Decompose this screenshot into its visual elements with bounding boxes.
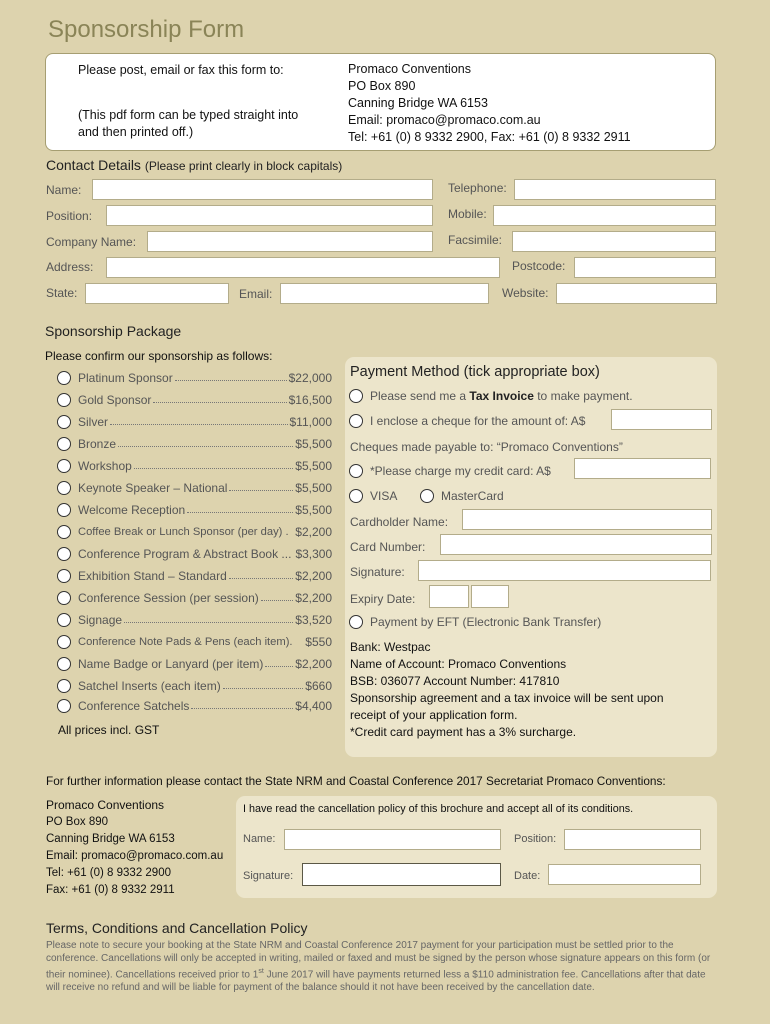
package-price: $2,200 <box>295 525 332 539</box>
facsimile-label: Facsimile: <box>448 233 503 247</box>
bank-details <box>350 639 664 741</box>
visa-label: VISA <box>370 489 398 503</box>
contact-details-title: Contact Details <box>46 157 141 173</box>
mastercard-label: MasterCard <box>441 489 504 503</box>
post-instructions-box <box>45 53 716 151</box>
cheque-label: I enclose a cheque for the amount of: A$ <box>370 414 586 428</box>
package-name: Workshop <box>78 459 132 473</box>
cancellation-ack-text: I have read the cancellation policy of this brochure and accept all of its conditions. <box>243 803 634 815</box>
package-option[interactable] <box>57 675 332 697</box>
radio-button[interactable] <box>57 459 71 473</box>
radio-button[interactable] <box>349 414 363 428</box>
radio-button[interactable] <box>57 635 71 649</box>
bank-line: *Credit card payment has a 3% surcharge. <box>350 725 577 739</box>
bank-line: Bank: Westpac <box>350 640 431 654</box>
post-instruction: Please post, email or fax this form to: <box>78 63 284 77</box>
dot-leader <box>187 504 293 513</box>
pdf-note-line-2: and then printed off.) <box>78 125 194 139</box>
expiry-year-field[interactable] <box>471 585 509 608</box>
facsimile-field[interactable] <box>512 231 716 252</box>
package-price: $550 <box>305 635 332 649</box>
expiry-month-field[interactable] <box>429 585 469 608</box>
terms-body <box>46 939 714 994</box>
mastercard-option[interactable] <box>420 489 504 503</box>
address-line: Canning Bridge WA 6153 <box>348 96 488 110</box>
email-field[interactable] <box>280 283 489 304</box>
package-name: Gold Sponsor <box>78 393 152 407</box>
ack-signature-label: Signature: <box>243 870 294 882</box>
state-field[interactable] <box>85 283 229 304</box>
name-field[interactable] <box>92 179 433 200</box>
dot-leader <box>223 680 304 689</box>
tax-invoice-bold: Tax Invoice <box>469 389 534 403</box>
page-title: Sponsorship Form <box>48 16 245 43</box>
ack-position-field[interactable] <box>564 829 701 850</box>
package-name: Satchel Inserts (each item) <box>78 679 221 693</box>
dot-leader <box>291 526 294 535</box>
postcode-label: Postcode: <box>512 259 566 273</box>
radio-button[interactable] <box>349 389 363 403</box>
radio-button[interactable] <box>57 393 71 407</box>
package-option[interactable] <box>57 367 332 389</box>
mobile-field[interactable] <box>493 205 716 226</box>
mobile-label: Mobile: <box>448 207 487 221</box>
address-line: Promaco Conventions <box>348 62 471 76</box>
package-name: Conference Program & Abstract Book ... <box>78 547 292 561</box>
signature-label: Signature: <box>350 565 405 579</box>
position-label: Position: <box>46 209 93 223</box>
terms-body-part-1: Please note to secure your booking at the State NRM and Coastal Conference 2017 payment for your participation must be settled prior to the conference. Cancellations will only be accepted in writing, mailed or faxed and must be signed by the person whose signature appears on this form (or their nominee). Cancellations received prior to 1 <box>46 940 711 981</box>
package-option[interactable] <box>57 477 332 499</box>
package-confirm-text: Please confirm our sponsorship as follows: <box>45 349 273 363</box>
radio-button[interactable] <box>57 591 71 605</box>
gst-note: All prices incl. GST <box>58 723 160 737</box>
further-info-text: For further information please contact the State NRM and Coastal Conference 2017 Secretariat Promaco Conventions: <box>46 774 666 788</box>
package-option[interactable] <box>57 565 332 587</box>
radio-button[interactable] <box>57 525 71 539</box>
package-price: $2,200 <box>295 569 332 583</box>
package-price: $5,500 <box>295 503 332 517</box>
visa-option[interactable] <box>349 489 397 503</box>
package-option[interactable] <box>57 609 332 631</box>
name-label: Name: <box>46 183 82 197</box>
tax-invoice-pre: Please send me a <box>370 389 470 403</box>
cardholder-label: Cardholder Name: <box>350 515 449 529</box>
ack-date-label: Date: <box>514 870 541 882</box>
telephone-label: Telephone: <box>448 181 507 195</box>
radio-button[interactable] <box>349 615 363 629</box>
state-label: State: <box>46 286 78 300</box>
postcode-field[interactable] <box>574 257 716 278</box>
payment-method-heading: Payment Method (tick appropriate box) <box>350 364 600 380</box>
address-line: Email: promaco@promaco.com.au <box>348 113 541 127</box>
package-name: Coffee Break or Lunch Sponsor (per day) . <box>78 526 289 538</box>
radio-button[interactable] <box>349 464 363 478</box>
cardholder-field[interactable] <box>462 509 712 530</box>
contact-line: Fax: +61 (0) 8 9332 2911 <box>46 884 175 896</box>
address-field[interactable] <box>106 257 500 278</box>
dot-leader <box>229 482 293 491</box>
package-option[interactable] <box>57 587 332 609</box>
expiry-label: Expiry Date: <box>350 592 416 606</box>
company-field[interactable] <box>147 231 433 252</box>
package-price: $22,000 <box>288 371 332 385</box>
package-name: Silver <box>78 415 109 429</box>
credit-card-label: *Please charge my credit card: A$ <box>370 464 551 478</box>
package-price: $3,520 <box>295 613 332 627</box>
ack-name-field[interactable] <box>284 829 501 850</box>
card-number-label: Card Number: <box>350 540 426 554</box>
package-name: Exhibition Stand – Standard <box>78 569 227 583</box>
radio-button[interactable] <box>57 679 71 693</box>
address-line: Tel: +61 (0) 8 9332 2900, Fax: +61 (0) 8 9332 2911 <box>348 130 631 144</box>
radio-button[interactable] <box>57 699 71 713</box>
address-line: PO Box 890 <box>348 79 416 93</box>
position-field[interactable] <box>106 205 433 226</box>
contact-org-name: Promaco Conventions <box>46 798 165 812</box>
website-label: Website: <box>502 286 549 300</box>
terms-body-part-2: June 2017 will have payments returned less a $110 administration fee. Cancellations after that date will receive no refund and will be liable for payment of the balance should it not have been received by the cancellation date. <box>46 969 706 994</box>
package-option[interactable] <box>57 389 332 411</box>
bank-line: BSB: 036077 Account Number: 417810 <box>350 674 560 688</box>
sponsorship-package-heading: Sponsorship Package <box>45 323 182 339</box>
radio-button[interactable] <box>57 503 71 517</box>
website-field[interactable] <box>556 283 717 304</box>
radio-button[interactable] <box>57 437 71 451</box>
dot-leader <box>229 570 294 579</box>
ack-signature-field[interactable] <box>302 863 501 886</box>
card-number-field[interactable] <box>440 534 712 555</box>
bank-line: Sponsorship agreement and a tax invoice will be sent upon <box>350 691 664 705</box>
package-name: Conference Session (per session) <box>78 591 259 605</box>
package-price: $3,300 <box>295 547 333 561</box>
radio-button[interactable] <box>57 657 71 671</box>
radio-button[interactable] <box>57 547 71 561</box>
post-address <box>348 61 631 146</box>
cheque-option[interactable] <box>349 414 585 428</box>
dot-leader <box>191 700 293 709</box>
dot-leader <box>153 394 286 403</box>
eft-label: Payment by EFT (Electronic Bank Transfer) <box>370 615 602 629</box>
contact-lines <box>46 814 223 899</box>
radio-button[interactable] <box>57 569 71 583</box>
radio-button[interactable] <box>57 415 71 429</box>
package-name: Conference Note Pads & Pens (each item). <box>78 636 293 648</box>
contact-line: Email: promaco@promaco.com.au <box>46 850 224 862</box>
package-price: $4,400 <box>295 699 332 713</box>
radio-button[interactable] <box>349 489 363 503</box>
contact-line: Tel: +61 (0) 8 9332 2900 <box>46 867 171 879</box>
package-option[interactable] <box>57 521 332 543</box>
radio-button[interactable] <box>57 613 71 627</box>
dot-leader <box>110 416 287 425</box>
address-label: Address: <box>46 260 94 274</box>
package-option[interactable] <box>57 499 332 521</box>
tax-invoice-post: to make payment. <box>533 389 633 403</box>
cheque-payable-text: Cheques made payable to: “Promaco Conventions” <box>350 440 623 454</box>
package-option[interactable] <box>57 653 332 675</box>
package-price: $2,200 <box>295 591 332 605</box>
package-name: Keynote Speaker – National <box>78 481 228 495</box>
package-option[interactable] <box>57 631 332 653</box>
contact-line: Canning Bridge WA 6153 <box>46 833 175 845</box>
package-option[interactable] <box>57 455 332 477</box>
package-price: $5,500 <box>295 437 332 451</box>
ack-name-label: Name: <box>243 833 276 845</box>
card-signature-field[interactable] <box>418 560 711 581</box>
dot-leader <box>124 614 293 623</box>
company-label: Company Name: <box>46 235 137 249</box>
dot-leader <box>118 438 293 447</box>
pdf-note-line-1: (This pdf form can be typed straight into <box>78 108 299 122</box>
tax-invoice-option[interactable] <box>349 389 633 403</box>
terms-body-superscript: st <box>258 968 264 975</box>
radio-button[interactable] <box>420 489 434 503</box>
package-option[interactable] <box>57 433 332 455</box>
contact-line: PO Box 890 <box>46 816 109 828</box>
package-price: $16,500 <box>288 393 332 407</box>
ack-date-field[interactable] <box>548 864 701 885</box>
credit-card-option[interactable] <box>349 464 551 478</box>
package-name: Name Badge or Lanyard (per item) <box>78 657 264 671</box>
telephone-field[interactable] <box>514 179 716 200</box>
contact-details-heading <box>46 157 342 173</box>
radio-button[interactable] <box>57 371 71 385</box>
package-option[interactable] <box>57 411 332 433</box>
dot-leader <box>265 658 293 667</box>
dot-leader <box>295 636 304 645</box>
dot-leader <box>261 592 294 601</box>
cheque-amount-field[interactable] <box>611 409 712 430</box>
ack-position-label: Position: <box>514 833 557 845</box>
package-price: $11,000 <box>289 415 332 429</box>
package-name: Conference Satchels <box>78 699 190 713</box>
dot-leader <box>175 372 287 381</box>
package-price: $5,500 <box>295 481 332 495</box>
package-name: Platinum Sponsor <box>78 371 173 385</box>
package-name: Signage <box>78 613 123 627</box>
radio-button[interactable] <box>57 481 71 495</box>
package-price: $660 <box>305 679 332 693</box>
bank-line: Name of Account: Promaco Conventions <box>350 657 567 671</box>
eft-option[interactable] <box>349 615 601 629</box>
email-label: Email: <box>239 287 273 301</box>
bank-line: receipt of your application form. <box>350 708 518 722</box>
contact-details-subtitle: (Please print clearly in block capitals) <box>144 159 343 173</box>
package-option[interactable] <box>57 543 332 565</box>
package-price: $5,500 <box>295 459 332 473</box>
package-price: $2,200 <box>295 657 332 671</box>
package-name: Welcome Reception <box>78 503 186 517</box>
package-name: Bronze <box>78 437 117 451</box>
package-option[interactable] <box>57 695 332 717</box>
dot-leader <box>134 460 293 469</box>
terms-heading: Terms, Conditions and Cancellation Policy <box>46 920 308 936</box>
credit-amount-field[interactable] <box>574 458 711 479</box>
